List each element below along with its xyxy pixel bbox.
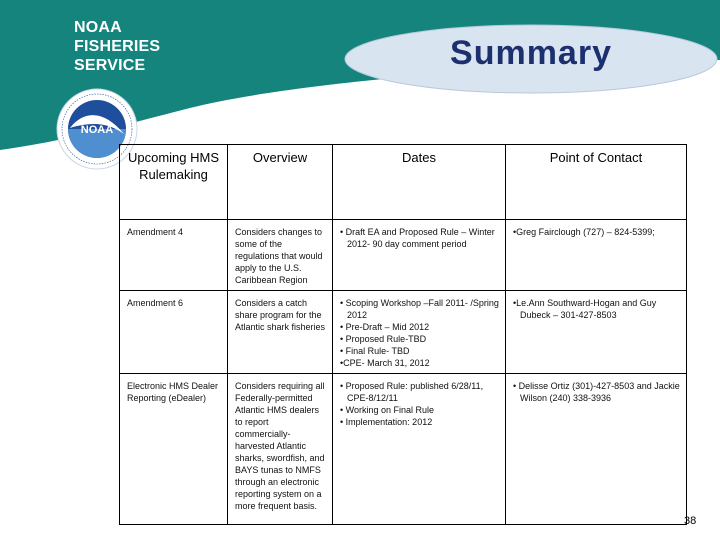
dates-item: • Proposed Rule: published 6/28/11, CPE-8/12/11 bbox=[340, 381, 484, 403]
dates-item: • Implementation: 2012 bbox=[340, 417, 433, 427]
contact-cell bbox=[506, 220, 687, 291]
dates-item: •CPE- March 31, 2012 bbox=[340, 358, 430, 368]
table-row bbox=[120, 291, 687, 374]
page-number: 38 bbox=[684, 515, 697, 527]
contact-item: •Greg Fairclough (727) – 824-5399; bbox=[513, 227, 655, 237]
contact-cell bbox=[506, 374, 687, 525]
contact-cell bbox=[506, 291, 687, 374]
contact-item: •Le.Ann Southward-Hogan and Guy Dubeck – 301-427-8503 bbox=[513, 298, 657, 320]
dates-item: • Draft EA and Proposed Rule – Winter 2012- 90 day comment period bbox=[340, 227, 495, 249]
header-contact: Point of Contact bbox=[506, 145, 687, 220]
summary-table bbox=[119, 144, 687, 525]
brand-line-1: NOAA bbox=[74, 19, 122, 36]
overview-text: Considers changes to some of the regulations that would apply to the U.S. Caribbean Region bbox=[228, 220, 333, 291]
table-header-row bbox=[120, 145, 687, 220]
brand-line-3: SERVICE bbox=[74, 57, 146, 74]
contact-item: • Delisse Ortiz (301)-427-8503 and Jackie Wilson (240) 338-3936 bbox=[513, 381, 680, 403]
dates-item: • Scoping Workshop –Fall 2011- /Spring 2012 bbox=[340, 298, 499, 320]
overview-text: Considers a catch share program for the Atlantic shark fisheries bbox=[228, 291, 333, 374]
dates-cell bbox=[333, 374, 506, 525]
dates-item: • Final Rule- TBD bbox=[340, 346, 410, 356]
dates-cell bbox=[333, 291, 506, 374]
dates-item: • Pre-Draft – Mid 2012 bbox=[340, 322, 430, 332]
overview-text: Considers requiring all Federally-permitted Atlantic HMS dealers to report commercially-harvested Atlantic sharks, swordfish, and BAYS tunas to NMFS through an electronic reporting system on a more frequent basis. bbox=[228, 374, 333, 525]
rulemaking-name: Amendment 4 bbox=[120, 220, 228, 291]
table-row bbox=[120, 220, 687, 291]
header-dates: Dates bbox=[333, 145, 506, 220]
brand-wordmark bbox=[74, 18, 160, 75]
header-overview: Overview bbox=[228, 145, 333, 220]
dates-item: • Working on Final Rule bbox=[340, 405, 435, 415]
table-row bbox=[120, 374, 687, 525]
seal-text: NOAA bbox=[80, 124, 114, 136]
dates-cell bbox=[333, 220, 506, 291]
dates-item: • Proposed Rule-TBD bbox=[340, 334, 427, 344]
rulemaking-name: Amendment 6 bbox=[120, 291, 228, 374]
brand-line-2: FISHERIES bbox=[74, 38, 161, 55]
header-rulemaking: Upcoming HMS Rulemaking bbox=[120, 145, 228, 220]
rulemaking-name: Electronic HMS Dealer Reporting (eDealer) bbox=[120, 374, 228, 525]
page-title: Summary bbox=[450, 34, 612, 72]
